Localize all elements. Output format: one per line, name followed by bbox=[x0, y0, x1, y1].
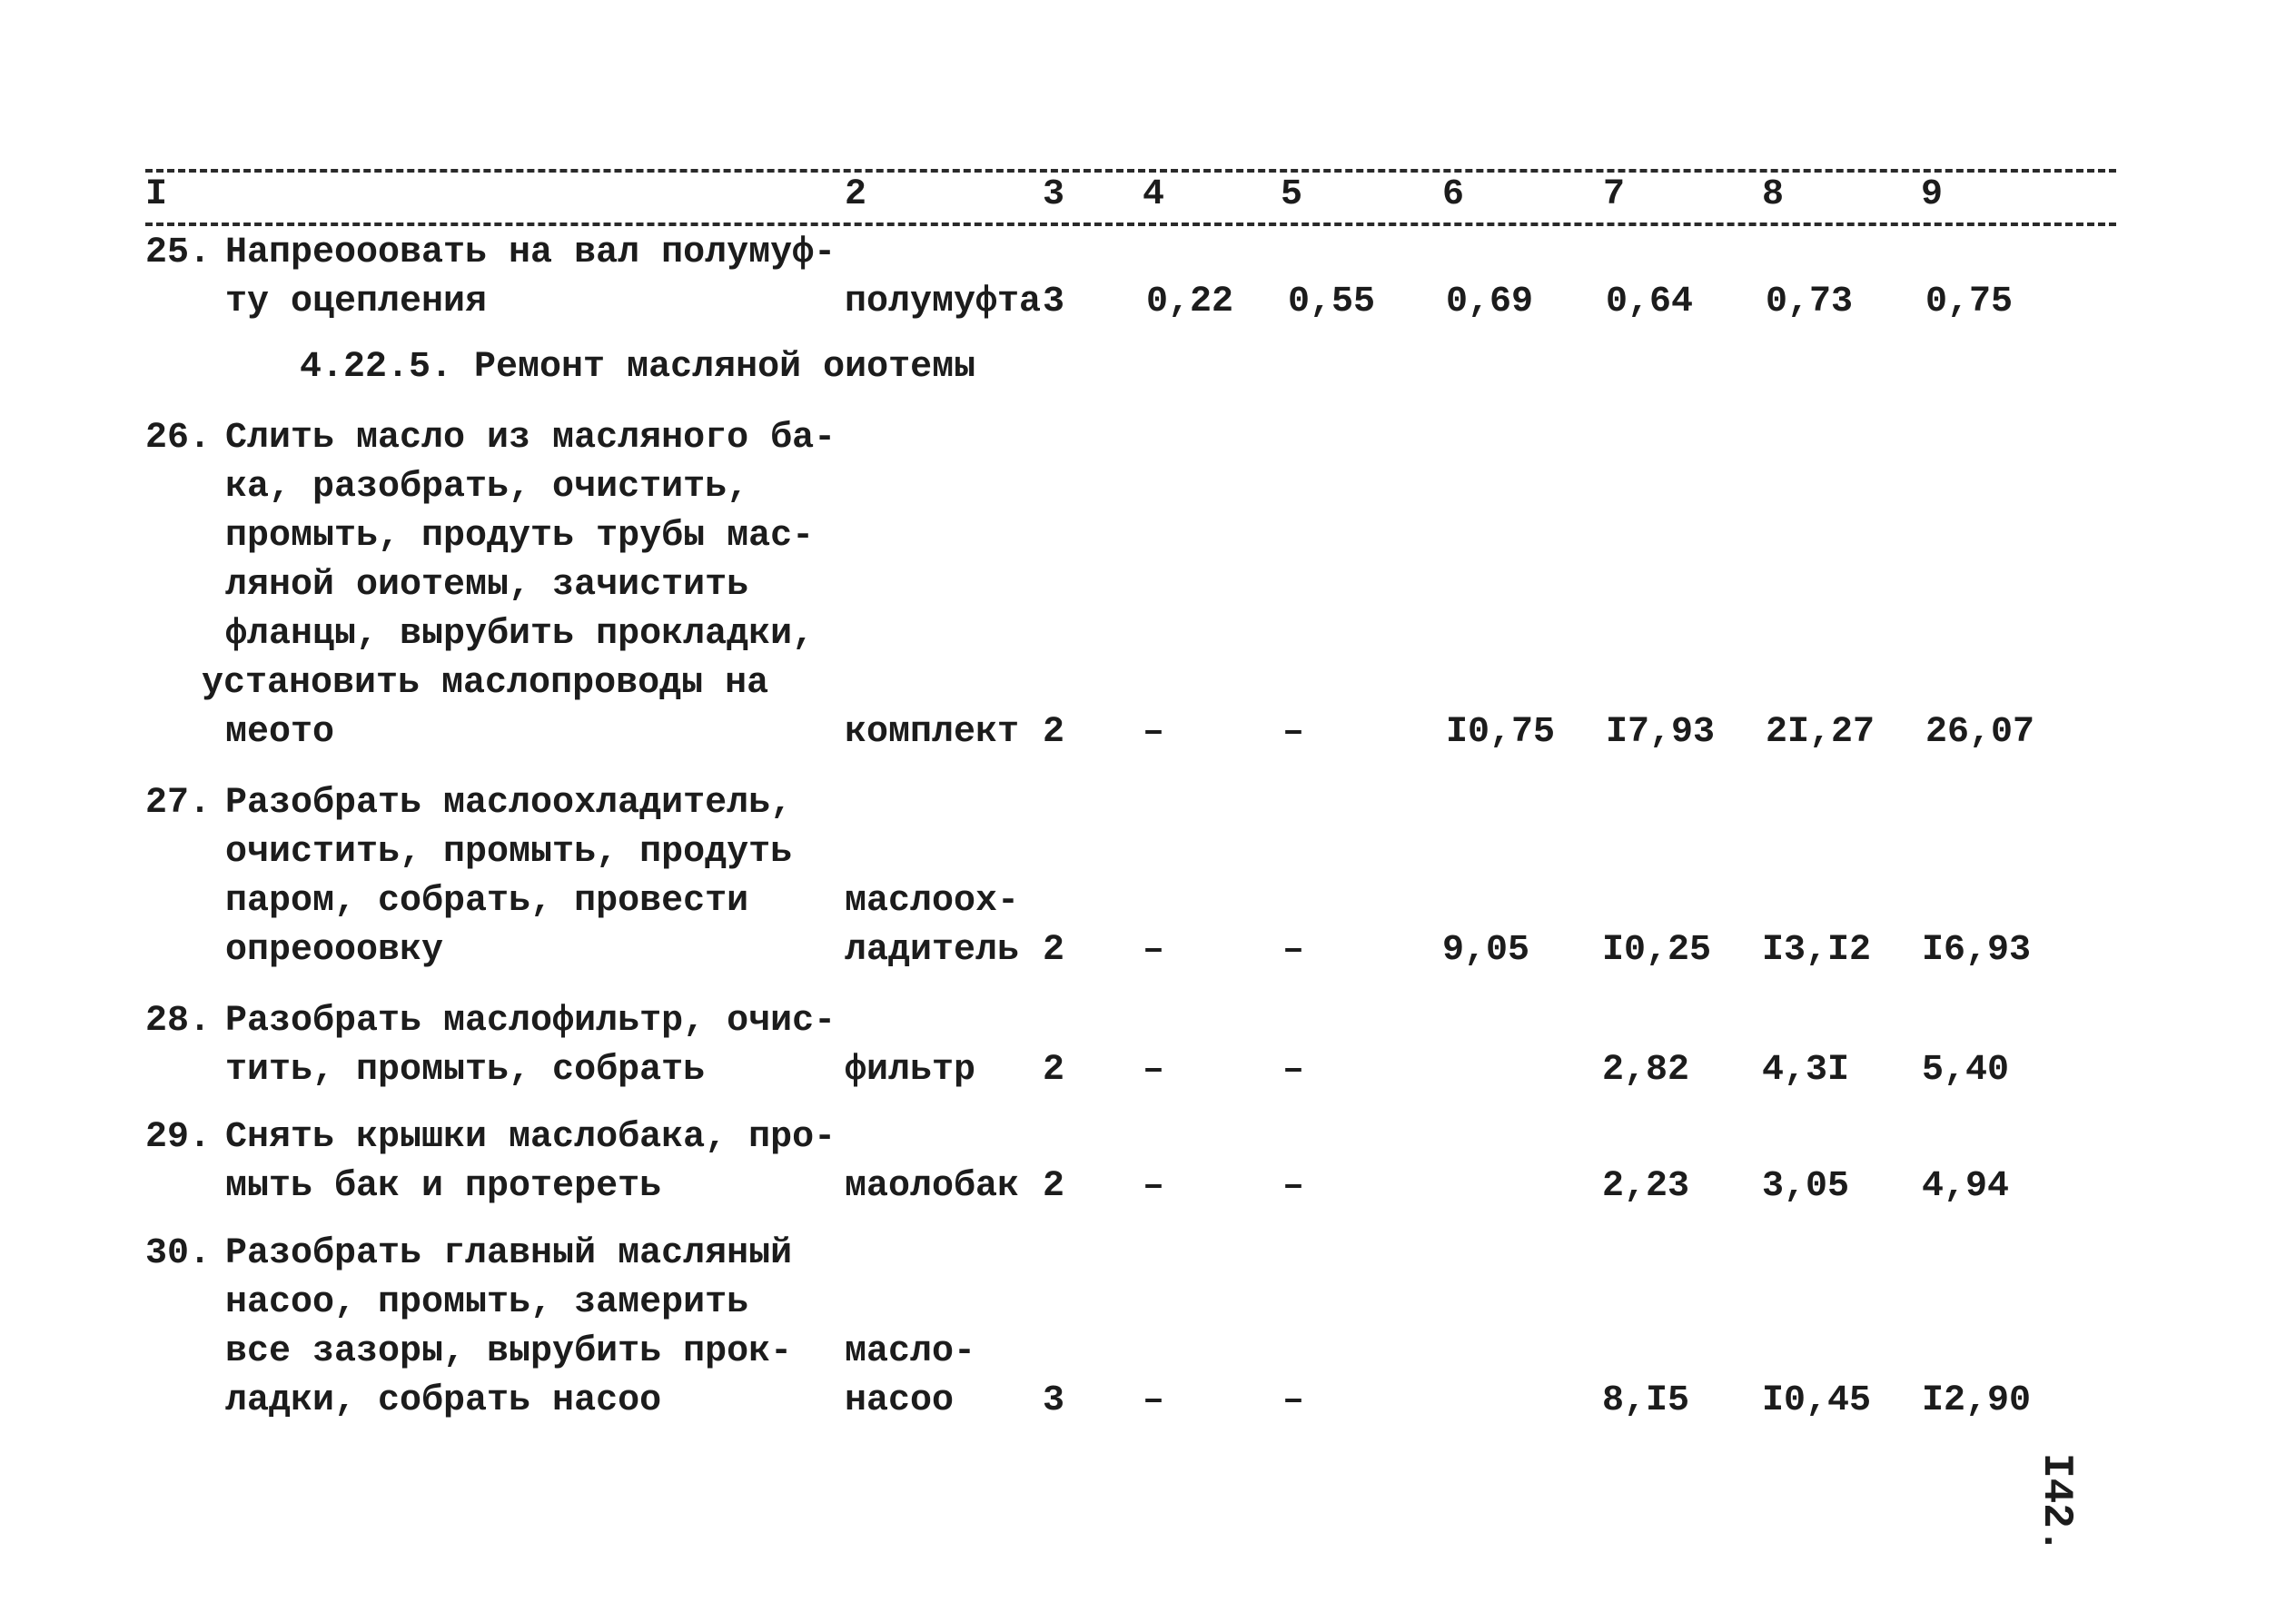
row-col6: 9,05 bbox=[1442, 930, 1530, 971]
row-col9: 26,07 bbox=[1925, 712, 2035, 753]
col-header-3: 3 bbox=[1043, 174, 1065, 215]
row-description-line: очистить, промыть, продуть bbox=[225, 832, 793, 873]
row-description-line: Напреооовать на вал полумуф- bbox=[225, 232, 836, 273]
col-header-6: 6 bbox=[1442, 174, 1465, 215]
row-description-line: тить, промыть, собрать bbox=[225, 1050, 706, 1091]
row-description-line: меото bbox=[225, 712, 335, 753]
row-description-line: ту оцепления bbox=[225, 282, 488, 322]
row-col8: 3,05 bbox=[1762, 1166, 1850, 1207]
row-col8: I3,I2 bbox=[1762, 930, 1872, 971]
row-number: 26. bbox=[145, 418, 212, 459]
row-col9: I6,93 bbox=[1922, 930, 2032, 971]
row-description-line: ладки, собрать насоо bbox=[225, 1380, 662, 1421]
col-header-1: I bbox=[145, 174, 168, 215]
row-col3: 2 bbox=[1043, 930, 1065, 971]
row-col8: I0,45 bbox=[1762, 1380, 1872, 1421]
row-unit: маслоох- bbox=[845, 881, 1020, 922]
row-col9: 4,94 bbox=[1922, 1166, 2010, 1207]
page-number: I42. bbox=[2033, 1453, 2080, 1554]
row-col7: I7,93 bbox=[1606, 712, 1716, 753]
row-number: 29. bbox=[145, 1117, 212, 1158]
row-col4: – bbox=[1143, 712, 1165, 753]
row-description-line: Разобрать маслоохладитель, bbox=[225, 783, 793, 824]
row-col8: 0,73 bbox=[1766, 282, 1854, 322]
row-unit: маолобак bbox=[845, 1166, 1020, 1207]
row-col7: I0,25 bbox=[1602, 930, 1712, 971]
row-col8: 2I,27 bbox=[1766, 712, 1875, 753]
row-description-line: Разобрать маслофильтр, очис- bbox=[225, 1001, 836, 1042]
row-col7: 8,I5 bbox=[1602, 1380, 1690, 1421]
row-col6: I0,75 bbox=[1446, 712, 1556, 753]
top-dashed-rule bbox=[145, 169, 2116, 173]
col-header-5: 5 bbox=[1281, 174, 1303, 215]
row-col5: – bbox=[1282, 1166, 1305, 1207]
row-number: 25. bbox=[145, 232, 212, 273]
row-description-line: все зазоры, вырубить прок- bbox=[225, 1331, 793, 1372]
header-dashed-rule bbox=[145, 223, 2116, 226]
row-col6: 0,69 bbox=[1446, 282, 1534, 322]
row-description-line: Разобрать главный масляный bbox=[225, 1233, 793, 1274]
col-header-2: 2 bbox=[845, 174, 867, 215]
row-unit: комплект bbox=[845, 712, 1020, 753]
row-description-line: Слить масло из масляного ба- bbox=[225, 418, 836, 459]
row-col4: – bbox=[1143, 1380, 1165, 1421]
col-header-7: 7 bbox=[1603, 174, 1626, 215]
row-description-line: Снять крышки маслобака, про- bbox=[225, 1117, 836, 1158]
row-description-line: паром, собрать, провести bbox=[225, 881, 749, 922]
row-col5: 0,55 bbox=[1288, 282, 1376, 322]
row-col5: – bbox=[1282, 712, 1305, 753]
row-col3: 3 bbox=[1043, 1380, 1065, 1421]
col-header-8: 8 bbox=[1762, 174, 1785, 215]
row-unit: ладитель bbox=[845, 930, 1020, 971]
row-col9: 0,75 bbox=[1925, 282, 2014, 322]
row-col7: 0,64 bbox=[1606, 282, 1694, 322]
row-number: 30. bbox=[145, 1233, 212, 1274]
row-col4: 0,22 bbox=[1146, 282, 1234, 322]
row-col9: 5,40 bbox=[1922, 1050, 2010, 1091]
row-unit: масло- bbox=[845, 1331, 976, 1372]
row-col4: – bbox=[1143, 1050, 1165, 1091]
row-description-line: опреооовку bbox=[225, 930, 444, 971]
row-number: 28. bbox=[145, 1001, 212, 1042]
row-description-line: ляной оиотемы, зачистить bbox=[225, 565, 749, 606]
row-col8: 4,3I bbox=[1762, 1050, 1850, 1091]
row-col3: 2 bbox=[1043, 712, 1065, 753]
row-description-line: установить маслопроводы на bbox=[202, 663, 769, 704]
row-unit: полумуфта bbox=[845, 282, 1042, 322]
row-col5: – bbox=[1282, 930, 1305, 971]
row-description-line: фланцы, вырубить прокладки, bbox=[225, 614, 815, 655]
row-col3: 2 bbox=[1043, 1050, 1065, 1091]
row-col7: 2,23 bbox=[1602, 1166, 1690, 1207]
row-col4: – bbox=[1143, 1166, 1165, 1207]
row-col3: 2 bbox=[1043, 1166, 1065, 1207]
row-col4: – bbox=[1143, 930, 1165, 971]
row-description-line: промыть, продуть трубы мас- bbox=[225, 516, 815, 557]
row-unit: фильтр bbox=[845, 1050, 976, 1091]
row-col9: I2,90 bbox=[1922, 1380, 2032, 1421]
col-header-4: 4 bbox=[1143, 174, 1165, 215]
row-description-line: насоо, промыть, замерить bbox=[225, 1282, 749, 1323]
row-col3: 3 bbox=[1043, 282, 1065, 322]
row-col5: – bbox=[1282, 1050, 1305, 1091]
row-col7: 2,82 bbox=[1602, 1050, 1690, 1091]
row-description-line: мыть бак и протереть bbox=[225, 1166, 662, 1207]
row-description-line: ка, разобрать, очистить, bbox=[225, 467, 749, 508]
col-header-9: 9 bbox=[1921, 174, 1944, 215]
row-col5: – bbox=[1282, 1380, 1305, 1421]
row-number: 27. bbox=[145, 783, 212, 824]
section-title: 4.22.5. Ремонт масляной оиотемы bbox=[300, 347, 976, 388]
row-unit: насоо bbox=[845, 1380, 955, 1421]
